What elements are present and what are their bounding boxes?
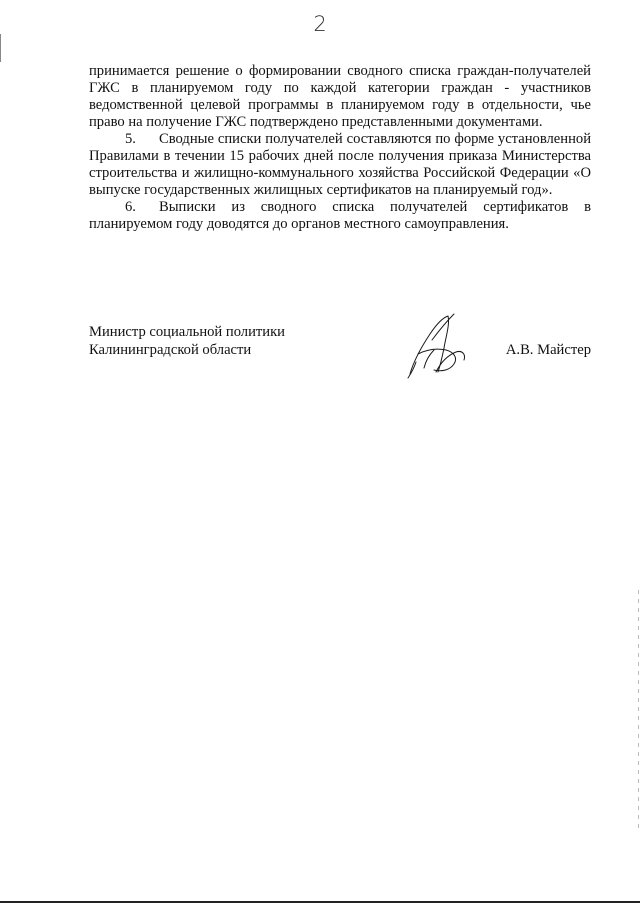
- paragraph-6: [89, 199, 591, 233]
- paragraph-5-text: Сводные списки получателей составляются по форме установленной Правилами в течении 15 рабочих дней после получения приказа Министерства строительства и жилищно-коммунального хозяйства Российской Федерации «О выпуске государственных жилищных сертификатов на планируемый год».: [89, 131, 591, 198]
- paragraph-6-text: Выписки из сводного списка получателей сертификатов в планируемом году доводятся до органов местного самоуправления.: [89, 199, 591, 232]
- paragraph-6-number: 6.: [125, 199, 136, 215]
- document-body: [89, 63, 591, 233]
- page-number: 2: [313, 12, 327, 36]
- paragraph-continuation: принимается решение о формировании сводного списка граждан-получателей ГЖС в планируемом году по каждой категории граждан - участников ведомственной целевой программы в планируемом году в отдельности, чье право на получение ГЖС подтверждено представленными документами.: [89, 63, 591, 130]
- scan-bottom-edge: [0, 901, 640, 903]
- signature-block: [89, 323, 591, 383]
- paragraph-5-number: 5.: [125, 131, 136, 147]
- signatory-title-line-2: Калининградской области: [89, 342, 252, 358]
- paragraph-5: [89, 131, 591, 199]
- signatory-title: [89, 323, 285, 359]
- handwritten-signature: [396, 310, 476, 382]
- signatory-name: А.В. Майстер: [505, 342, 591, 358]
- scan-edge-mark: [0, 34, 1, 62]
- scan-edge-mark-right: [638, 590, 639, 830]
- signatory-title-line-1: Министр социальной политики: [89, 324, 285, 340]
